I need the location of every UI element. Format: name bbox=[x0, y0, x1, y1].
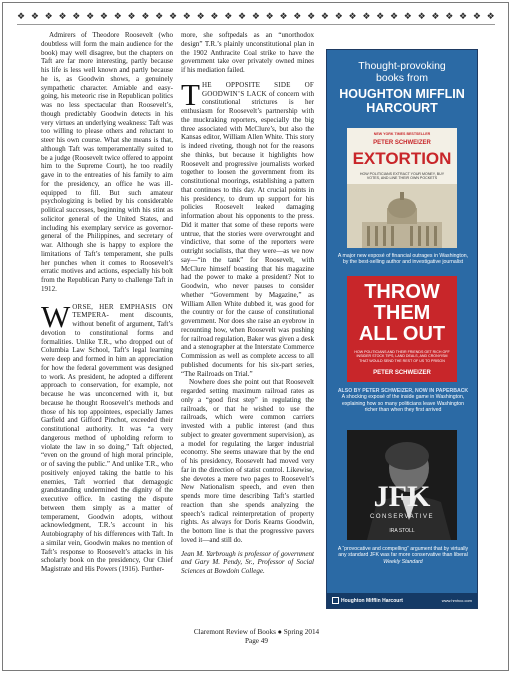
quote-source: Weekly Standard bbox=[383, 558, 423, 565]
article-column-1 bbox=[41, 31, 173, 574]
ornament-glyph: ❖ bbox=[431, 12, 440, 22]
book-author: PETER SCHWEIZER bbox=[373, 140, 431, 146]
ornament-glyph: ❖ bbox=[403, 12, 412, 22]
paragraph-text: ment discounts, without benefit of argument, Taft’s devotion to constitutional forms and formalities. Unlike T.R., who dropped out of Columbia Law School, Taft’s legal learning were deep and formed in him an appreciation for how the federal government was designed to work. As president, he adopted a different approach to conservation, for example, not because he was unconcerned with it, but because he thought Roosevelt’s methods and those of his top appointees, especially James Garfield and Gifford Pinchot, exceeded their constitutional authority. It was “a very dangerous method of upholding reform to violate the law in so doing,” Taft objected, “even on the ground of high moral principle, or of saving the public.” And unlike T.R., who positively enjoyed taking the battle to his enemies, Taft worried that demagogic grandstanding undermined the dignity of the executive office. In casting the dispute between them simply as a matter of temperament, Goodwin adopts, without acknowledgment, T.R.’s account in his Autobiography of his differences with Taft. In a similar vein, Goodwin makes no mention of Taft’s response to Roosevelt’s attacks in his scholarly book on the presidency, Our Chief Magistrate and His Powers (1916). Further- bbox=[41, 311, 173, 573]
book-caption-block bbox=[337, 388, 469, 413]
book-author: IRA STOLL bbox=[389, 528, 415, 534]
lead-in-smallcaps: ORSE, HER EMPHASIS ON TEMPERA- bbox=[72, 302, 173, 320]
ornament-glyph: ❖ bbox=[224, 12, 233, 22]
ornament-glyph: ❖ bbox=[334, 12, 343, 22]
also-by-note: ALSO BY PETER SCHWEIZER, NOW IN PAPERBACK bbox=[337, 388, 469, 394]
ornament-glyph: ❖ bbox=[459, 12, 468, 22]
ornament-glyph: ❖ bbox=[196, 12, 205, 22]
book-title-line-3: ALL OUT bbox=[358, 323, 446, 345]
ornament-glyph: ❖ bbox=[472, 12, 481, 22]
book-title: EXTORTION bbox=[352, 149, 452, 168]
ornament-glyph: ❖ bbox=[376, 12, 385, 22]
ad-publisher-2: HARCOURT bbox=[366, 101, 438, 115]
ornament-glyph: ❖ bbox=[155, 12, 164, 22]
bestseller-banner: NEW YORK TIMES BESTSELLER bbox=[373, 132, 431, 136]
book-subtitle: HOW POLITICIANS AND THEIR FRIENDS GET RICH OFF INSIDER STOCK TIPS, LAND DEALS, AND CRONYISM THAT WOULD SEND THE REST OF US TO PRISON bbox=[354, 350, 450, 363]
book-caption-block bbox=[337, 546, 469, 565]
ornament-glyph: ❖ bbox=[348, 12, 357, 22]
ad-publisher-1: HOUGHTON MIFFLIN bbox=[339, 87, 465, 101]
book-cover-throw-them-all-out[interactable] bbox=[347, 276, 457, 382]
lead-in-smallcaps: HE OPPOSITE SIDE OF GOODWIN’S LACK bbox=[201, 80, 314, 98]
ornament-glyph: ❖ bbox=[30, 12, 39, 22]
paragraph-text: of concern with constitutional strictures is her enthusiasm for Roosevelt’s partnership with the muckraking reporters, especially the big three associated with McClure’s, but also the Kansas editor, William Allen White. This story is indeed riveting, though not for the reasons she thinks, but because it highlights how Roosevelt and progressive journalists worked together to loosen the government from its constitutional moorings, establishing a pattern that continues to this day. At crucial points in his presidency, to drum up support for his policies Roosevelt leaked damaging information about his opponents to the press. Did it matter that some of these reports were untrue, that the stories were overwrought and vindictive, that some of the reporters were outright socialists, that they were—as we now say—“in the tank” for Roosevelt, with McClure himself boasting that his magazine had the power to make a president? Not to Goodwin, who never pauses to consider whether “Government by Magazine,” as William Allen White dubbed it, was good for the country or for the cause of constitutional government. Nor does she raise an eyebrow in recounting how, when Roosevelt was pushing for railroad regulation, Baker was given a desk and a stenographer at the Interstate Commerce Commission as well as complete access to all published documents for his six-part series, “The Railroads on Trial.” bbox=[181, 89, 314, 378]
ornament-glyph: ❖ bbox=[168, 12, 178, 22]
ornament-glyph: ❖ bbox=[44, 12, 53, 22]
article-column-2 bbox=[181, 31, 314, 576]
paragraph: more, she softpedals as an “unorthodox design” T.R.’s plainly unconstitutional plan in the 1902 Anthracite Coal strike to have the government take over privately owned mines if his mediation failed. bbox=[181, 31, 314, 74]
ad-header bbox=[327, 60, 477, 115]
ornament-glyph: ❖ bbox=[113, 12, 122, 22]
paragraph: Nowhere does she point out that Roosevelt regarded setting maximum railroad rates as only a “good first step” in regulating the railroads, or that he wished to use the railroads, which were common carriers invested with a public interest (and thus subject to greater government supervision), as a model for regulating the larger industrial economy. She seems unaware that by the end of his presidency, Roosevelt had moved very far in the direction of statist control. Likewise, she devotes a mere two pages to Roosevelt’s New Nationalism speech, and even then spends more time describing Taft’s startled reaction than she spends analyzing the speech’s radical reinterpretation of property rights. As always for Doris Kearns Goodwin, the bottom line is that the progressive pavers loved it—and still do. bbox=[181, 378, 314, 544]
ornament-glyph: ❖ bbox=[320, 12, 329, 22]
ad-headline-2: books from bbox=[376, 72, 428, 84]
ad-headline-1: Thought-provoking bbox=[358, 60, 446, 72]
ornament-glyph: ❖ bbox=[72, 12, 81, 22]
magazine-page bbox=[2, 2, 509, 671]
book-cover-extortion[interactable] bbox=[347, 128, 457, 248]
ornament-glyph: ❖ bbox=[417, 12, 426, 22]
ornament-glyph: ❖ bbox=[389, 12, 399, 22]
book-cover-jfk-conservative[interactable] bbox=[347, 430, 457, 540]
publisher-logo[interactable] bbox=[332, 597, 403, 604]
ornament-glyph: ❖ bbox=[99, 12, 108, 22]
book-author: PETER SCHWEIZER bbox=[373, 370, 431, 376]
ornament-glyph: ❖ bbox=[265, 12, 274, 22]
book-caption: A “provocative and compelling” argument that by virtually any standard JFK was far more conservative than liberal bbox=[337, 546, 469, 559]
paragraph: Admirers of Theodore Roosevelt (who doubtless will form the main audience for the book) may well disagree, but the chapters on Taft are far more interesting, partly because his life is less well known and partly because he is, as Goodwin shows, a genuinely sympathetic character. Amiable and easy-going, his meteoric rise in Republican politics was no less spectacular than Roosevelt’s, though predictably Goodwin detects in his very virtues an underlying weakness: Taft was too willing to please others and reluctant to steer his own course. What she means is that, although Taft was temperamentally suited to be a judge (Roosevelt twice offered to appoint him to the Supreme Court), he too readily gave in to the entreaties of his family to aim for the presidency, an office he was ill-equipped to fill. But such amateur psychologizing is belied by his considerable political successes, beginning with his stint as solicitor general of the United States, and including his exemplary service as governor-general of the Philippines, and secretary of war. Although she is happy to explore the limitations of Taft’s temperament, she pulls her punches when it comes to Roosevelt’s erratic motives and actions, especially his bolt from the Republican Party to challenge Taft in 1912. bbox=[41, 31, 173, 293]
publisher-advertisement[interactable] bbox=[326, 49, 478, 609]
ornament-glyph: ❖ bbox=[307, 12, 316, 22]
book-caption: A shocking exposé of the inside game in Washington, explaining how so many politicians leave Washington richer than when they first arrived bbox=[341, 394, 465, 413]
book-subtitle: HOW POLITICIANS EXTRACT YOUR MONEY, BUY VOTES, AND LINE THEIR OWN POCKETS bbox=[359, 172, 445, 181]
publication-line: Claremont Review of Books ● Spring 2014 bbox=[193, 628, 320, 636]
ornament-glyph: ❖ bbox=[17, 12, 26, 22]
drop-cap: W bbox=[41, 298, 71, 334]
ornament-glyph: ❖ bbox=[279, 12, 288, 22]
ornament-glyph: ❖ bbox=[445, 12, 454, 22]
book-title: JFK bbox=[373, 480, 431, 513]
ornament-glyph: ❖ bbox=[251, 12, 260, 22]
ornament-glyph: ❖ bbox=[182, 12, 191, 22]
ornament-glyph: ❖ bbox=[293, 12, 302, 22]
paragraph-dropcap bbox=[41, 298, 173, 574]
author-bio: Jean M. Yarbrough is professor of government and Gary M. Pendy, Sr., Professor of Social Sciences at Bowdoin College. bbox=[181, 549, 314, 575]
ornament-border bbox=[17, 11, 495, 23]
book-caption: A major new exposé of financial outrages in Washington, by the best-selling author and investigative journalist bbox=[337, 253, 469, 266]
publisher-url[interactable]: www.hmhco.com bbox=[441, 598, 472, 603]
ornament-glyph: ❖ bbox=[58, 12, 67, 22]
house-icon bbox=[332, 597, 339, 604]
publisher-name: Houghton Mifflin Harcourt bbox=[341, 597, 403, 604]
page-number: Page 49 bbox=[245, 637, 268, 645]
ornament-glyph: ❖ bbox=[141, 12, 150, 22]
book-subtitle: CONSERVATIVE bbox=[369, 514, 434, 520]
ornament-rule bbox=[17, 24, 495, 25]
book-title-line-2: THEM bbox=[373, 302, 431, 324]
drop-cap: T bbox=[181, 76, 200, 112]
ad-footer bbox=[327, 593, 477, 608]
ornament-glyph: ❖ bbox=[127, 12, 136, 22]
paragraph-dropcap bbox=[181, 76, 314, 379]
book-title-line-1: THROW bbox=[364, 281, 440, 303]
ornament-glyph: ❖ bbox=[238, 12, 247, 22]
ornament-glyph: ❖ bbox=[86, 12, 95, 22]
ornament-glyph: ❖ bbox=[486, 12, 495, 22]
page-footer bbox=[3, 628, 510, 646]
ornament-glyph: ❖ bbox=[362, 12, 371, 22]
ornament-glyph: ❖ bbox=[210, 12, 219, 22]
capitol-illustration bbox=[347, 184, 457, 248]
